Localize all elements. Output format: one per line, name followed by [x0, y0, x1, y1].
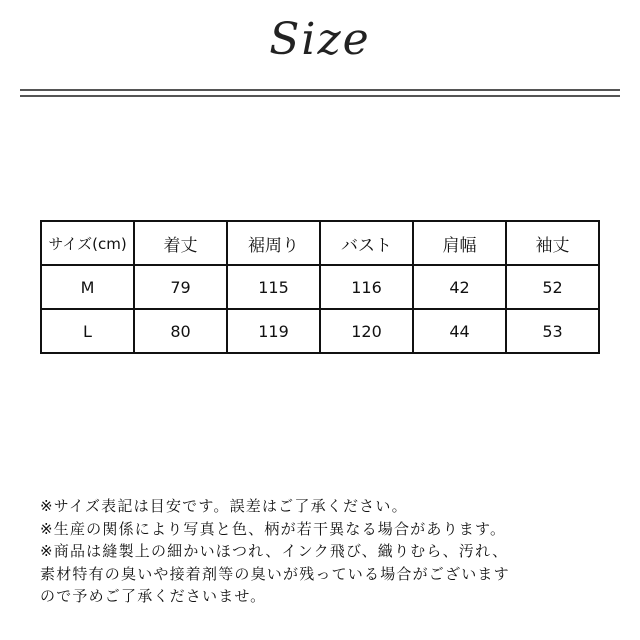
divider-line: [20, 95, 620, 97]
table-row: [41, 309, 599, 353]
table-cell: 52: [506, 265, 599, 309]
table-cell: M: [41, 265, 134, 309]
header-bust: バスト: [320, 221, 413, 265]
divider-line: [20, 89, 620, 91]
header-shoulder: 肩幅: [413, 221, 506, 265]
note-line: ※生産の関係により写真と色、柄が若干異なる場合があります。: [40, 519, 507, 538]
table-cell: 115: [227, 265, 320, 309]
table-cell: 79: [134, 265, 227, 309]
table-cell: 44: [413, 309, 506, 353]
table-cell: 42: [413, 265, 506, 309]
note-line: ※サイズ表記は目安です。誤差はご了承ください。: [40, 497, 408, 515]
table-header-row: [41, 221, 599, 265]
size-table: [40, 220, 600, 354]
note-line: 素材特有の臭いや接着剤等の臭いが残っている場合がございます: [40, 564, 510, 583]
table-row: [41, 265, 599, 309]
table-cell: 120: [320, 309, 413, 353]
header-sleeve: 袖丈: [506, 221, 599, 265]
notes-block: [40, 495, 620, 608]
table-cell: 80: [134, 309, 227, 353]
header-length: 着丈: [134, 221, 227, 265]
header-size: サイズ(cm): [41, 221, 134, 265]
note-line: ので予めご了承くださいませ。: [40, 587, 267, 605]
note-line: ※商品は縫製上の細かいほつれ、インク飛び、織りむら、汚れ、: [40, 542, 509, 560]
page-title: Size: [269, 14, 371, 65]
table-cell: 116: [320, 265, 413, 309]
table-cell: L: [41, 309, 134, 353]
table-cell: 119: [227, 309, 320, 353]
header-hem: 裾周り: [227, 221, 320, 265]
table-cell: 53: [506, 309, 599, 353]
